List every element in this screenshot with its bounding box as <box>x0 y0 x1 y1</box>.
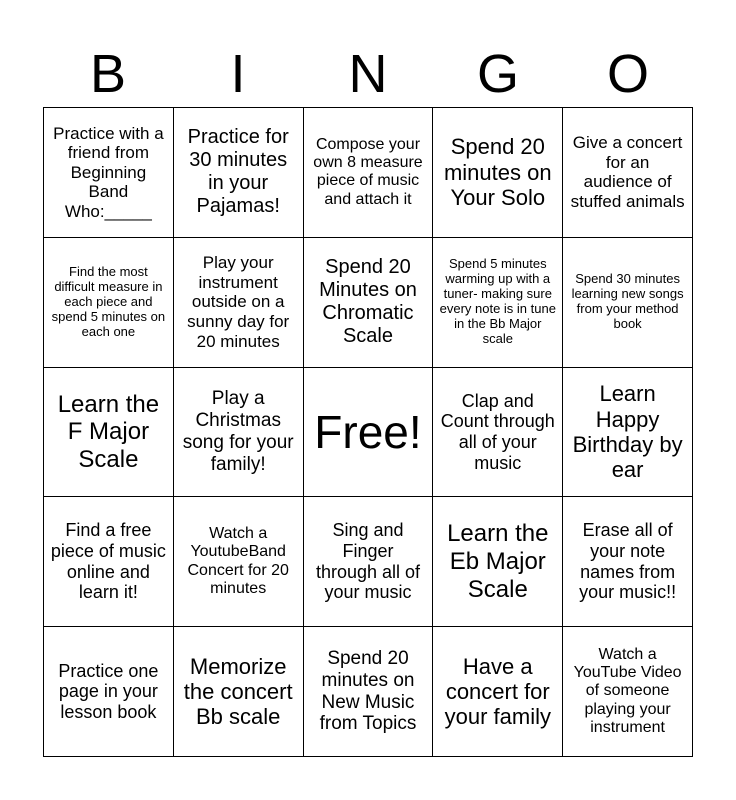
bingo-cell[interactable]: Spend 20 minutes on Your Solo <box>433 108 563 238</box>
bingo-cell[interactable]: Spend 20 minutes on New Music from Topics <box>304 627 434 757</box>
bingo-cell[interactable]: Memorize the concert Bb scale <box>174 627 304 757</box>
bingo-cell[interactable]: Sing and Finger through all of your music <box>304 497 434 627</box>
bingo-cell[interactable]: Give a concert for an audience of stuffed animals <box>563 108 693 238</box>
header-letter-n: N <box>348 44 388 104</box>
bingo-cell[interactable]: Play your instrument outside on a sunny day for 20 minutes <box>174 238 304 368</box>
bingo-cell[interactable]: Clap and Count through all of your music <box>433 368 563 498</box>
header-letter-o: O <box>606 44 649 104</box>
bingo-header <box>43 40 693 108</box>
header-letter-b: B <box>89 44 127 104</box>
bingo-cell[interactable]: Find a free piece of music online and learn it! <box>44 497 174 627</box>
bingo-cell[interactable]: Spend 30 minutes learning new songs from your method book <box>563 238 693 368</box>
bingo-cell[interactable]: Erase all of your note names from your music!! <box>563 497 693 627</box>
bingo-grid <box>43 107 693 757</box>
bingo-cell[interactable]: Practice one page in your lesson book <box>44 627 174 757</box>
bingo-cell[interactable]: Learn the Eb Major Scale <box>433 497 563 627</box>
header-letter-i: I <box>230 44 246 104</box>
bingo-cell[interactable]: Spend 5 minutes warming up with a tuner- making sure every note is in tune in the Bb Major scale <box>433 238 563 368</box>
header-letter-g: G <box>476 44 519 104</box>
bingo-cell[interactable]: Compose your own 8 measure piece of music and attach it <box>304 108 434 238</box>
bingo-cell[interactable]: Have a concert for your family <box>433 627 563 757</box>
bingo-cell[interactable]: Learn Happy Birthday by ear <box>563 368 693 498</box>
bingo-cell[interactable]: Spend 20 Minutes on Chromatic Scale <box>304 238 434 368</box>
bingo-cell[interactable]: Learn the F Major Scale <box>44 368 174 498</box>
bingo-cell[interactable]: Watch a YouTube Video of someone playing your instrument <box>563 627 693 757</box>
bingo-cell[interactable]: Practice with a friend from Beginning Band Who:_____ <box>44 108 174 238</box>
free-space[interactable]: Free! <box>304 368 434 498</box>
bingo-cell[interactable]: Practice for 30 minutes in your Pajamas! <box>174 108 304 238</box>
bingo-cell[interactable]: Find the most difficult measure in each piece and spend 5 minutes on each one <box>44 238 174 368</box>
bingo-cell[interactable]: Watch a YoutubeBand Concert for 20 minutes <box>174 497 304 627</box>
bingo-cell[interactable]: Play a Christmas song for your family! <box>174 368 304 498</box>
